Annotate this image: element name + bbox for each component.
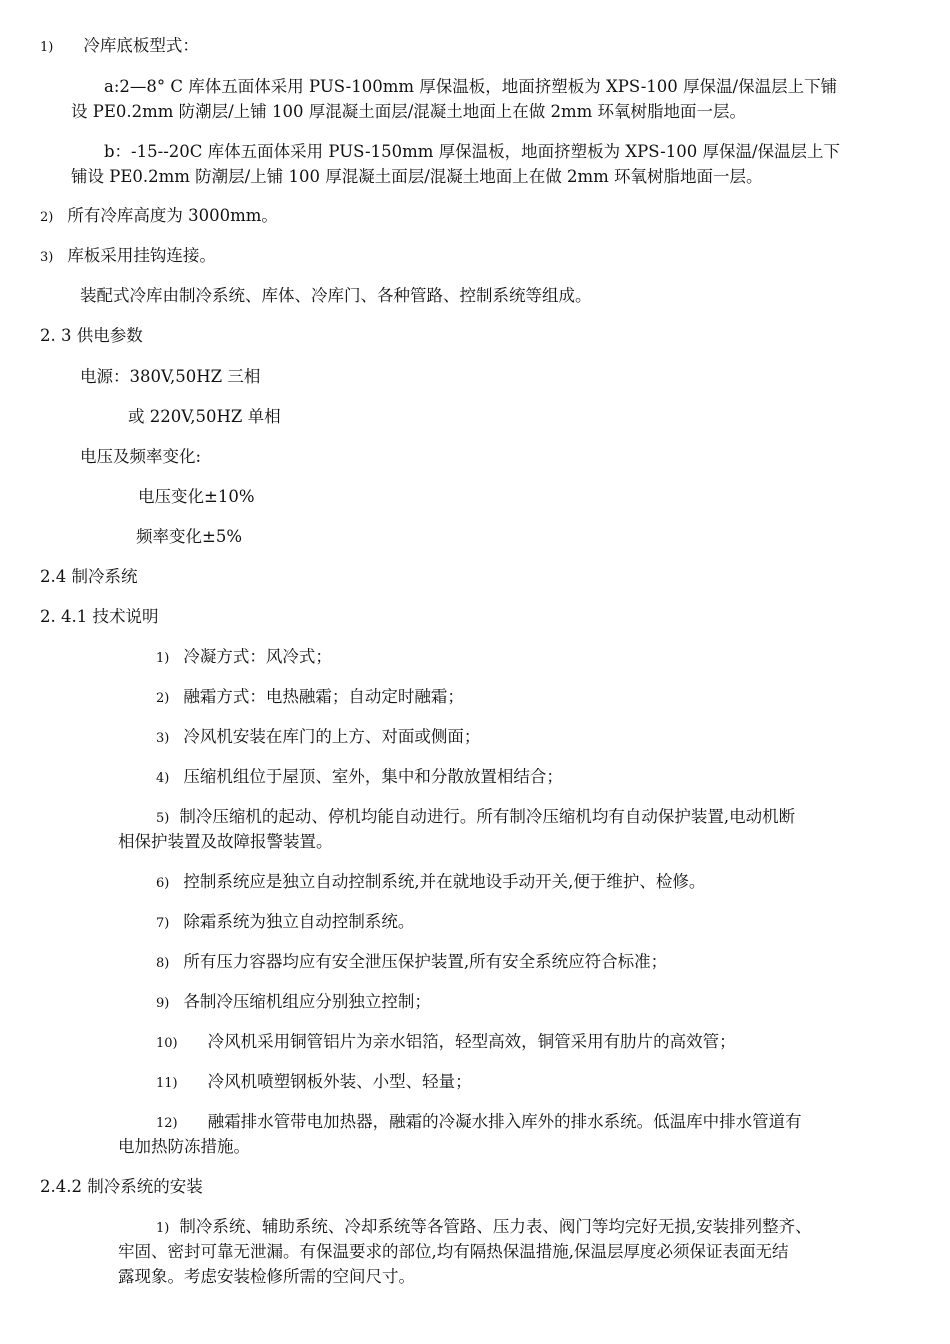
hook-item	[40, 245, 216, 269]
item-text: 制冷压缩机的起动、停机均能自动进行。所有制冷压缩机均有自动保护装置,电动机断	[179, 807, 796, 826]
item-text: 制冷系统、辅助系统、冷却系统等各管路、压力表、阀门等均完好无损,安装排列整齐、	[179, 1217, 812, 1236]
item-text: 融霜排水管带电加热器，融霜的冷凝水排入库外的排水系统。低温库中排水管道有	[207, 1112, 802, 1131]
list-number: 1)	[156, 651, 170, 666]
install-item-line2: 牢固、密封可靠无泄漏。有保温要求的部位,均有隔热保温措施,保温层厚度必须保证表面无结	[118, 1242, 789, 1261]
tech-item	[156, 766, 563, 790]
item-text: 冷风机安装在库门的上方、对面或侧面；	[183, 727, 481, 746]
item-text: 所有冷库高度为 3000mm。	[67, 206, 278, 225]
install-item-line1	[156, 1216, 812, 1240]
list-number: 7)	[156, 916, 170, 931]
height-item	[40, 205, 278, 229]
tech-item	[156, 991, 431, 1015]
list-number: 3)	[156, 731, 170, 746]
floor-a-line1: a:2—8° C 库体五面体采用 PUS-100mm 厚保温板，地面挤塑板为 XPS-100 厚保温/保温层上下铺	[104, 77, 838, 96]
floor-b-line1: b：-15--20C 库体五面体采用 PUS-150mm 厚保温板，地面挤塑板为 XPS-100 厚保温/保温层上下	[104, 142, 840, 161]
tech-item	[156, 911, 414, 935]
item-text: 冷风机喷塑钢板外装、小型、轻量；	[207, 1072, 472, 1091]
list-number: 1)	[156, 1221, 170, 1236]
tech-item-5-line2: 相保护装置及故障报警装置。	[118, 832, 333, 851]
item-text: 冷凝方式：风冷式；	[183, 647, 332, 666]
power-source-alt: 或 220V,50HZ 单相	[128, 407, 281, 426]
item-text: 控制系统应是独立自动控制系统,并在就地设手动开关,便于维护、检修。	[183, 872, 706, 891]
assembly-paragraph: 装配式冷库由制冷系统、库体、冷库门、各种管路、控制系统等组成。	[80, 286, 592, 305]
list-number: 2)	[156, 691, 170, 706]
item-text: 各制冷压缩机组应分别独立控制；	[183, 992, 431, 1011]
tech-item-12-line1	[156, 1111, 802, 1135]
tech-item-12-line2: 电加热防冻措施。	[118, 1137, 250, 1156]
floor-a-line2: 设 PE0.2mm 防潮层/上铺 100 厚混凝土面层/混凝土地面上在做 2mm 环氧树脂地面一层。	[71, 102, 747, 121]
list-number: 2)	[40, 210, 54, 225]
section-2-4-1-heading: 2. 4.1 技术说明	[40, 607, 159, 626]
list-number: 5)	[156, 811, 170, 826]
frequency-change: 频率变化±5%	[136, 527, 243, 546]
list-number: 6)	[156, 876, 170, 891]
section-2-4-2-heading: 2.4.2 制冷系统的安装	[40, 1177, 203, 1196]
voltage-frequency-heading: 电压及频率变化:	[80, 447, 202, 466]
tech-item	[156, 1071, 472, 1095]
tech-item	[156, 1031, 736, 1055]
power-source: 电源：380V,50HZ 三相	[80, 367, 261, 386]
section-2-4-heading: 2.4 制冷系统	[40, 567, 138, 586]
list-number: 12)	[156, 1116, 178, 1131]
item-text: 除霜系统为独立自动控制系统。	[183, 912, 415, 931]
list-number: 3)	[40, 250, 54, 265]
item-text: 冷风机采用铜管铝片为亲水铝箔，轻型高效，铜管采用有肋片的高效管；	[207, 1032, 736, 1051]
floor-b-line2: 铺设 PE0.2mm 防潮层/上铺 100 厚混凝土面层/混凝土地面上在做 2mm 环氧树脂地面一层。	[71, 167, 763, 186]
floor-type-heading	[40, 35, 199, 59]
tech-item-5-line1	[156, 806, 795, 830]
tech-item	[156, 726, 480, 750]
tech-item	[156, 686, 464, 710]
list-number: 4)	[156, 771, 170, 786]
list-number: 10)	[156, 1036, 178, 1051]
item-text: 所有压力容器均应有安全泄压保护装置,所有安全系统应符合标准；	[183, 952, 668, 971]
voltage-change: 电压变化±10%	[138, 487, 255, 506]
install-item-line3: 露现象。考虑安装检修所需的空间尺寸。	[118, 1267, 415, 1286]
item-text: 压缩机组位于屋顶、室外，集中和分散放置相结合；	[183, 767, 563, 786]
heading-text: 冷库底板型式：	[83, 36, 199, 55]
item-text: 库板采用挂钩连接。	[67, 246, 216, 265]
list-number: 11)	[156, 1076, 178, 1091]
section-2-3-heading: 2. 3 供电参数	[40, 326, 143, 345]
list-number: 8)	[156, 956, 170, 971]
tech-item	[156, 646, 332, 670]
list-number: 9)	[156, 996, 170, 1011]
tech-item	[156, 951, 667, 975]
item-text: 融霜方式：电热融霜；自动定时融霜；	[183, 687, 464, 706]
tech-item	[156, 871, 705, 895]
list-number: 1)	[40, 40, 54, 55]
